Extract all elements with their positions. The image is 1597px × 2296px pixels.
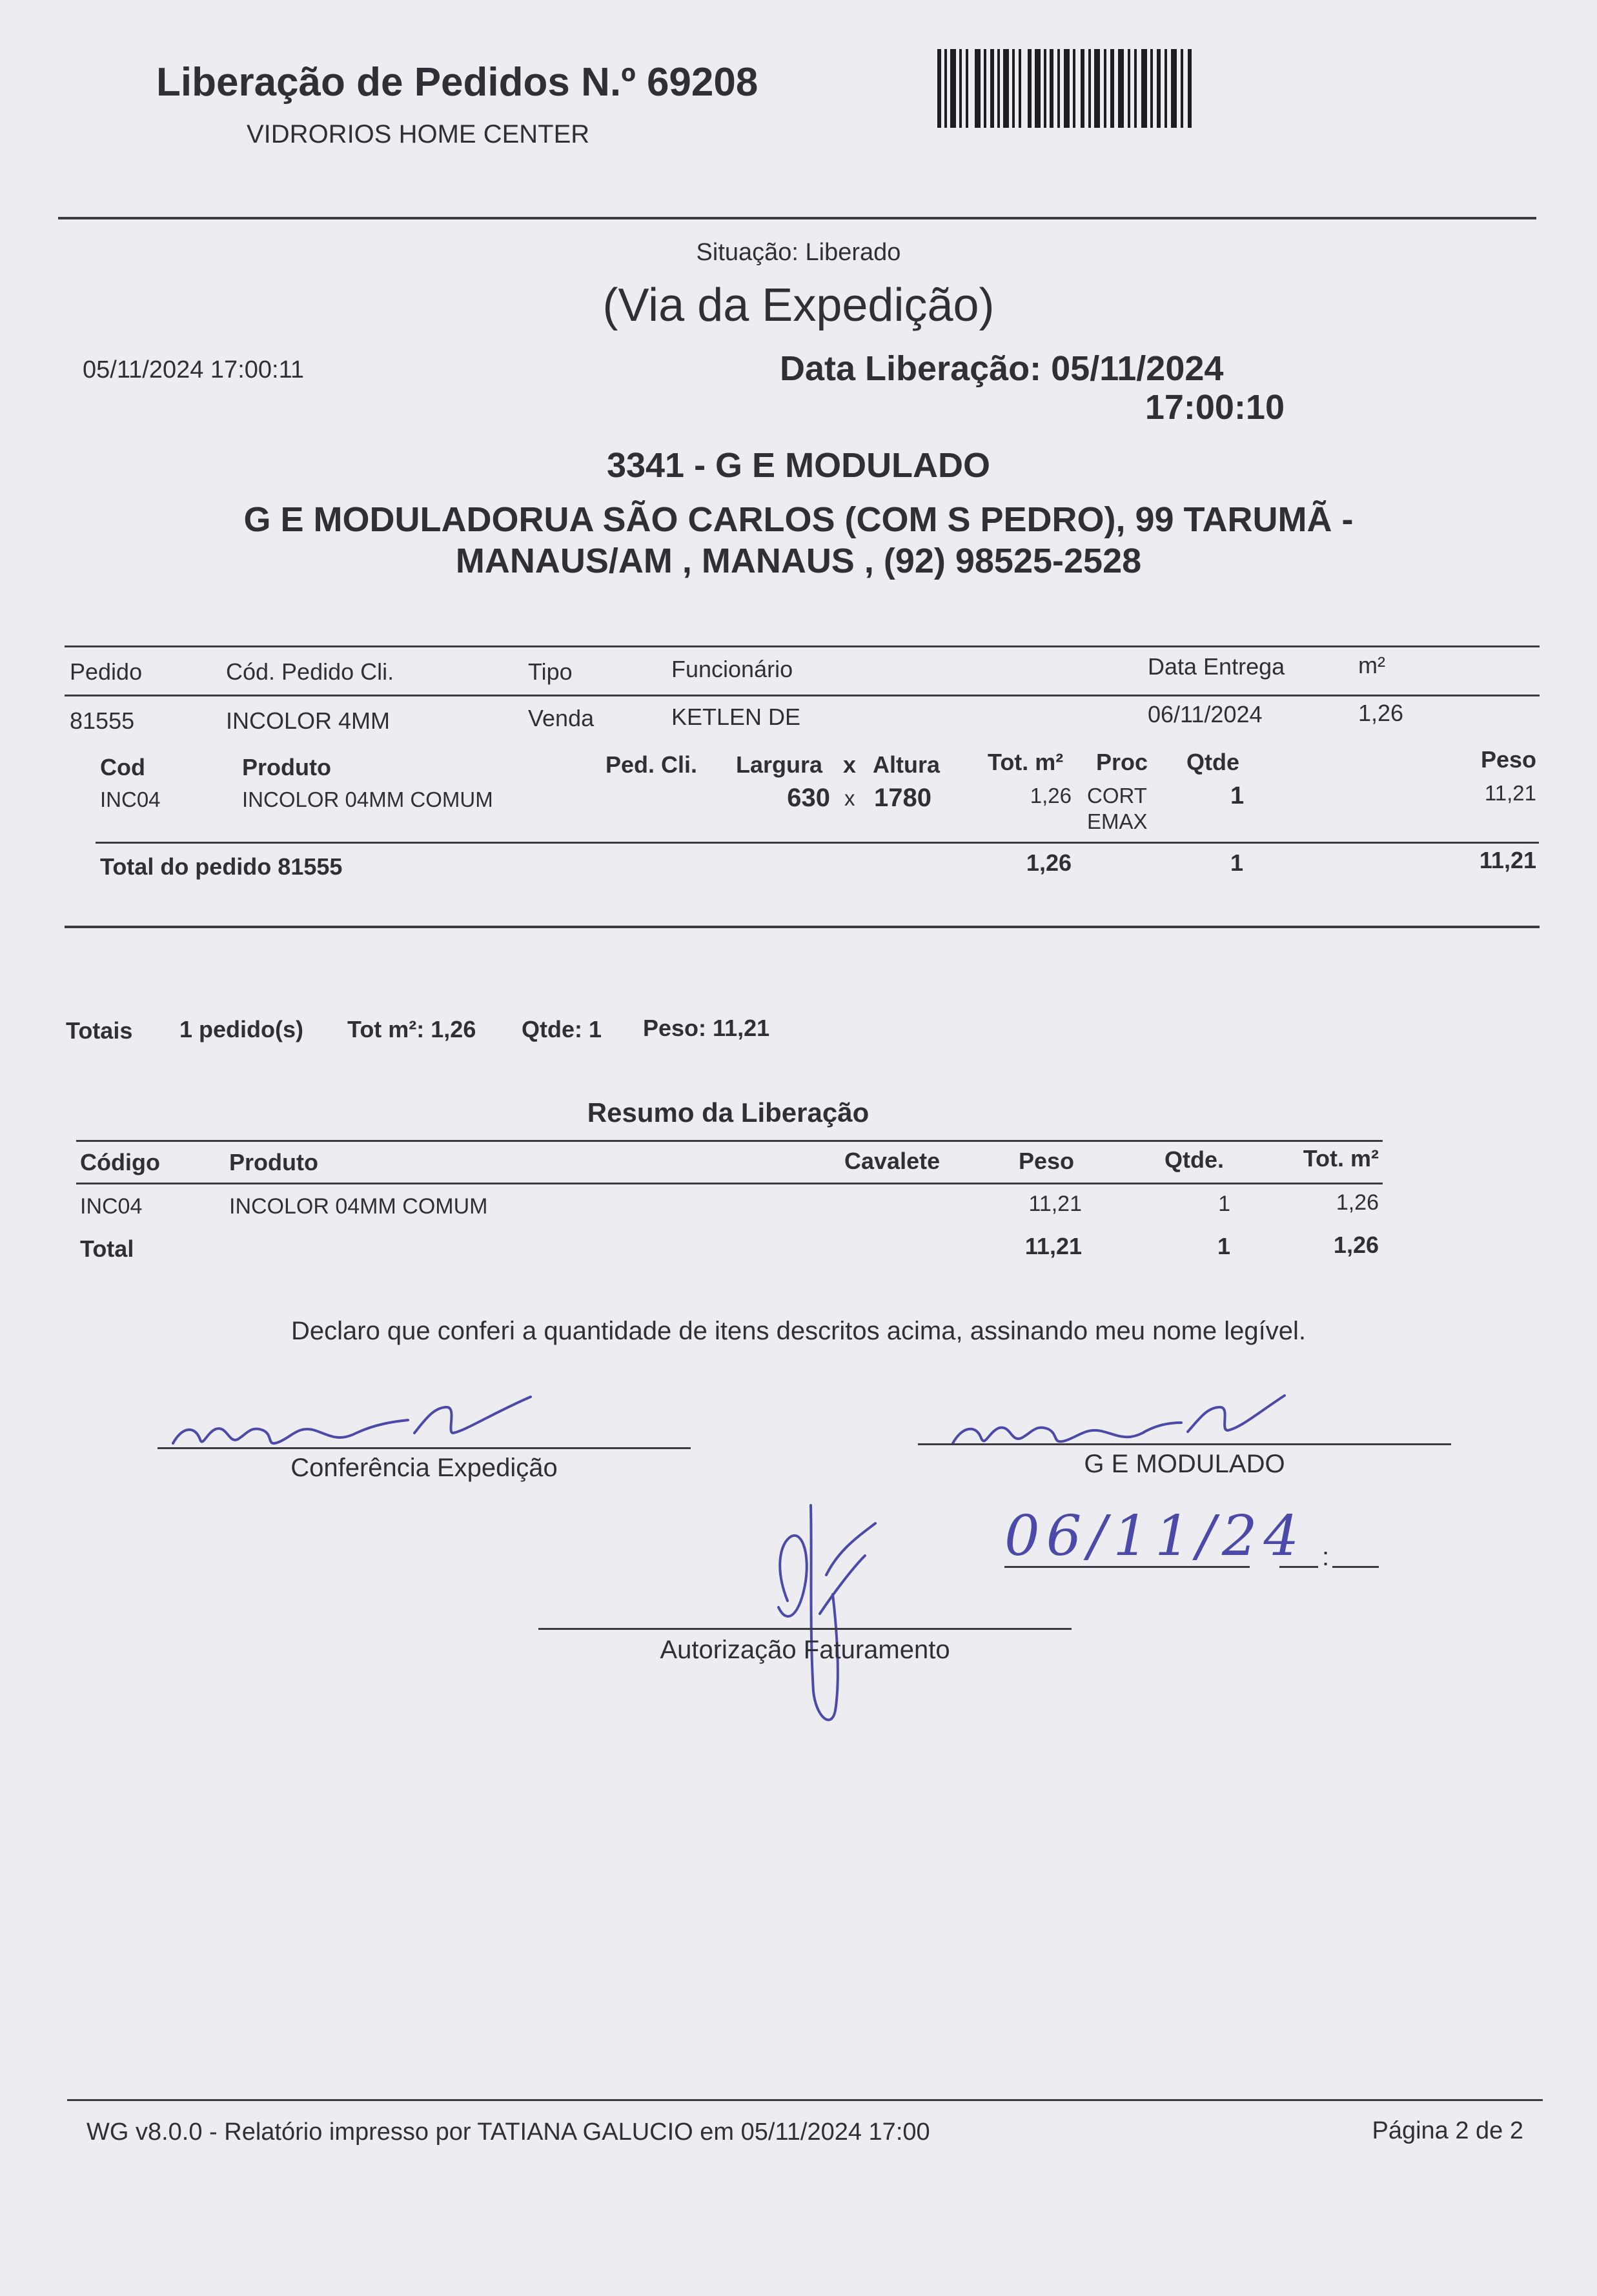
items-header-produto: Produto bbox=[242, 754, 331, 780]
resumo-cell-qtde: 1 bbox=[1218, 1192, 1230, 1216]
items-header-qtde: Qtde bbox=[1186, 749, 1240, 775]
items-header-cod: Cod bbox=[100, 754, 145, 780]
resumo-header-cavalete: Cavalete bbox=[844, 1148, 941, 1174]
resumo-total-peso: 11,21 bbox=[1024, 1233, 1082, 1259]
resumo-header-qtde: Qtde. bbox=[1165, 1146, 1225, 1173]
items-header-altura: Altura bbox=[873, 751, 941, 778]
conferencia-label: Conferência Expedição bbox=[290, 1454, 558, 1482]
order-header-tipo: Tipo bbox=[528, 658, 573, 685]
totals-qtde: Qtde: 1 bbox=[522, 1016, 602, 1042]
items-header-proc: Proc bbox=[1096, 749, 1148, 775]
resumo-cell-tot-m2: 1,26 bbox=[1336, 1190, 1379, 1215]
order-header-cod-pedido-cli: Cód. Pedido Cli. bbox=[226, 658, 394, 685]
client-address-line2: MANAUS/AM , MANAUS , (92) 98525-2528 bbox=[455, 542, 1142, 580]
minute-line bbox=[1332, 1566, 1379, 1568]
resumo-total-tot-m2: 1,26 bbox=[1333, 1232, 1379, 1258]
release-date: Data Liberação: 05/11/2024 bbox=[780, 349, 1224, 388]
order-total-peso: 11,21 bbox=[1479, 847, 1536, 873]
conferencia-signature-line bbox=[158, 1447, 691, 1449]
autorizacao-label: Autorização Faturamento bbox=[660, 1636, 950, 1664]
items-cell-cod: INC04 bbox=[100, 787, 161, 811]
order-cell-m2: 1,26 bbox=[1358, 700, 1404, 726]
footer-printed-by: WG v8.0.0 - Relatório impresso por TATIANA GALUCIO em 05/11/2024 17:00 bbox=[86, 2118, 930, 2146]
totals-pedidos: 1 pedido(s) bbox=[179, 1016, 304, 1042]
resumo-header-codigo: Código bbox=[80, 1149, 160, 1175]
resumo-cell-peso: 11,21 bbox=[1028, 1192, 1082, 1216]
items-cell-x: x bbox=[844, 786, 855, 810]
order-cell-tipo: Venda bbox=[528, 705, 595, 731]
order-header-pedido: Pedido bbox=[70, 658, 143, 685]
client-signature-label: G E MODULADO bbox=[1084, 1450, 1285, 1478]
totals-tot-m2: Tot m²: 1,26 bbox=[347, 1016, 476, 1042]
order-table-bottom-rule bbox=[65, 926, 1540, 928]
order-table-header-rule bbox=[65, 695, 1540, 696]
totals-label: Totais bbox=[66, 1017, 133, 1044]
resumo-header-produto: Produto bbox=[229, 1149, 318, 1175]
order-header-data-entrega: Data Entrega bbox=[1148, 653, 1285, 680]
document-title: Liberação de Pedidos N.º 69208 bbox=[156, 60, 758, 105]
order-total-label: Total do pedido 81555 bbox=[100, 853, 343, 880]
client-address-line1: G E MODULADORUA SÃO CARLOS (COM S PEDRO), 99 TARUMÃ - bbox=[243, 500, 1354, 539]
resumo-cell-codigo: INC04 bbox=[80, 1194, 143, 1219]
items-cell-proc-emax: EMAX bbox=[1087, 809, 1148, 833]
totals-peso: Peso: 11,21 bbox=[643, 1015, 770, 1041]
barcode-icon bbox=[937, 49, 1197, 128]
autorizacao-signature-line bbox=[538, 1628, 1072, 1630]
order-header-funcionario: Funcionário bbox=[671, 656, 793, 682]
release-time: 17:00:10 bbox=[1144, 388, 1285, 427]
declaration-text: Declaro que conferi a quantidade de itens descritos acima, assinando meu nome legível. bbox=[290, 1317, 1307, 1345]
date-line bbox=[1004, 1566, 1250, 1568]
items-header-peso: Peso bbox=[1480, 746, 1536, 773]
order-cell-funcionario: KETLEN DE bbox=[671, 704, 801, 730]
resumo-header-rule bbox=[76, 1183, 1383, 1184]
order-header-m2: m² bbox=[1358, 652, 1385, 678]
items-cell-produto: INCOLOR 04MM COMUM bbox=[242, 787, 493, 811]
resumo-cell-produto: INCOLOR 04MM COMUM bbox=[229, 1194, 488, 1219]
client-code-name: 3341 - G E MODULADO bbox=[606, 446, 991, 485]
resumo-total-label: Total bbox=[80, 1235, 134, 1262]
via-label: (Via da Expedição) bbox=[602, 279, 995, 331]
items-cell-altura: 1780 bbox=[874, 784, 931, 812]
company-name: VIDRORIOS HOME CENTER bbox=[247, 120, 590, 148]
resumo-header-peso: Peso bbox=[1019, 1148, 1075, 1174]
order-total-tot-m2: 1,26 bbox=[1026, 849, 1072, 876]
items-cell-proc-cort: CORT bbox=[1087, 784, 1147, 808]
page-number: Página 2 de 2 bbox=[1372, 2117, 1523, 2144]
resumo-header-tot-m2: Tot. m² bbox=[1303, 1145, 1379, 1172]
resumo-title: Resumo da Liberação bbox=[587, 1097, 870, 1128]
items-total-rule bbox=[96, 842, 1539, 844]
resumo-total-qtde: 1 bbox=[1217, 1233, 1230, 1259]
items-cell-largura: 630 bbox=[787, 784, 830, 812]
order-cell-pedido: 81555 bbox=[70, 707, 135, 734]
items-cell-tot-m2: 1,26 bbox=[1030, 784, 1072, 808]
header-divider bbox=[58, 217, 1536, 219]
items-header-tot-m2: Tot. m² bbox=[988, 749, 1064, 775]
order-total-qtde: 1 bbox=[1230, 849, 1244, 876]
autorizacao-signature bbox=[749, 1498, 891, 1736]
items-header-ped-cli: Ped. Cli. bbox=[605, 751, 698, 778]
items-header-largura: Largura bbox=[736, 751, 823, 778]
time-separator: : bbox=[1322, 1543, 1330, 1571]
hour-line bbox=[1279, 1566, 1318, 1568]
status-label: Situação: Liberado bbox=[696, 239, 901, 266]
client-signature-line bbox=[918, 1443, 1451, 1445]
print-timestamp: 05/11/2024 17:00:11 bbox=[83, 356, 305, 383]
items-cell-qtde: 1 bbox=[1230, 782, 1245, 809]
items-cell-peso: 11,21 bbox=[1484, 781, 1536, 805]
handwritten-date: 06/11/24 bbox=[1004, 1504, 1306, 1569]
footer-rule bbox=[67, 2099, 1543, 2101]
order-cell-data-entrega: 06/11/2024 bbox=[1148, 701, 1263, 727]
order-cell-cod-pedido-cli: INCOLOR 4MM bbox=[226, 707, 391, 734]
items-header-x: x bbox=[843, 751, 857, 778]
order-table-top-rule bbox=[65, 645, 1540, 647]
resumo-top-rule bbox=[76, 1140, 1383, 1142]
